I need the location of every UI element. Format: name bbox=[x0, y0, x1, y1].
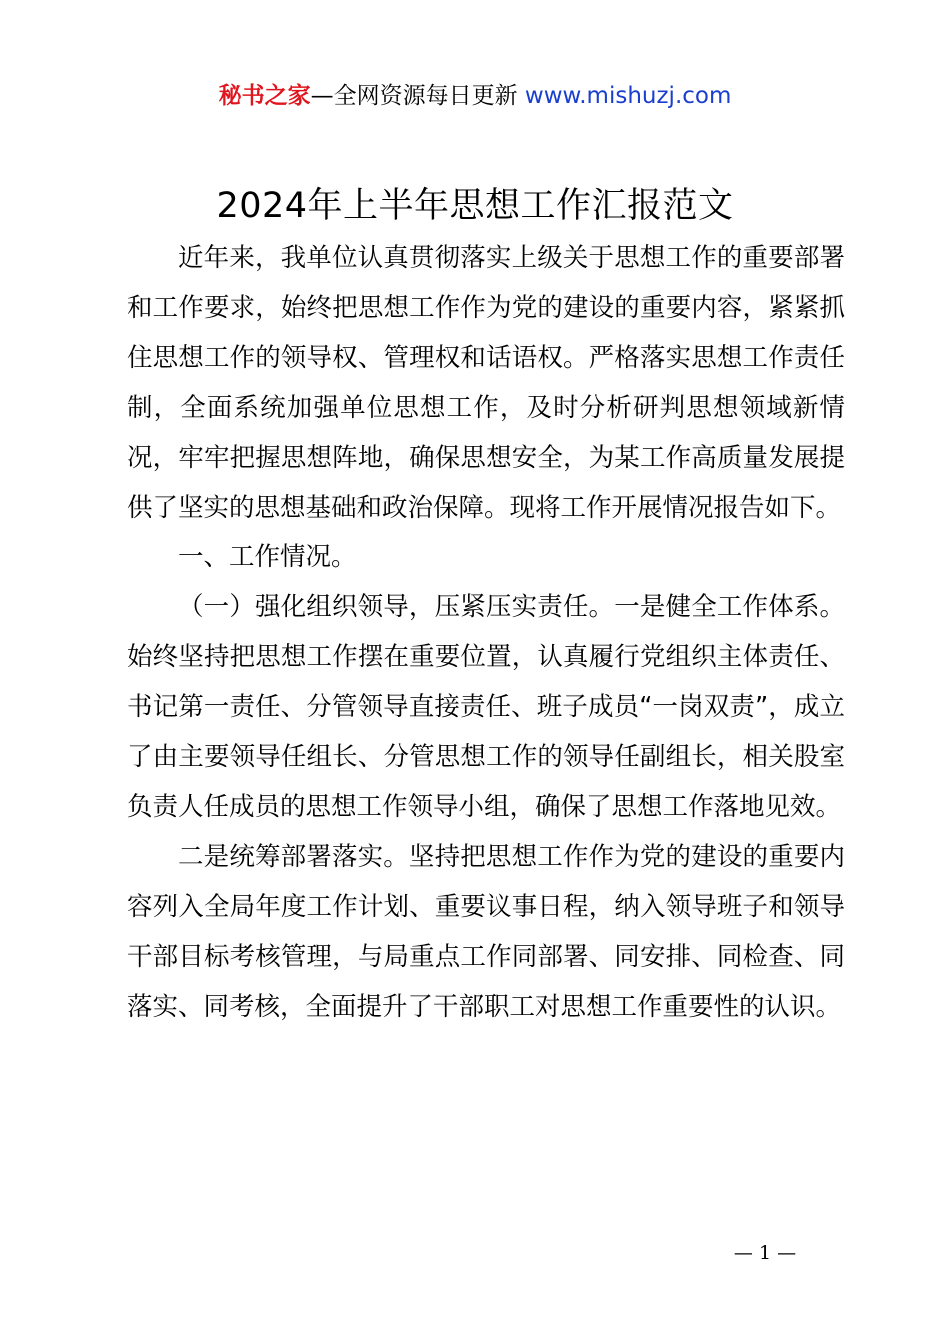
site-tagline: —全网资源每日更新 bbox=[310, 83, 525, 109]
body-paragraph: （一）强化组织领导，压紧压实责任。一是健全工作体系。始终坚持把思想工作摆在重要位置，认真履行党组织主体责任、书记第一责任、分管领导直接责任、班子成员“一岗双责”，成立了由主要领导任组长、分管思想工作的领导任副组长，相关股室负责人任成员的思想工作领导小组，确保了思想工作落地见效。 bbox=[127, 592, 845, 822]
section-heading: 一、工作情况。 bbox=[178, 542, 357, 573]
page-number: — 1 — bbox=[733, 1242, 797, 1264]
body-paragraph: 二是统筹部署落实。坚持把思想工作作为党的建设的重要内容列入全局年度工作计划、重要议事日程，纳入领导班子和领导干部目标考核管理，与局重点工作同部署、同安排、同检查、同落实、同考核，全面提升了干部职工对思想工作重要性的认识。 bbox=[127, 841, 845, 1022]
site-brand: 秘书之家 bbox=[218, 83, 311, 109]
document-body bbox=[127, 234, 845, 1033]
site-url-link[interactable]: www.mishuzj.com bbox=[524, 83, 732, 109]
site-header bbox=[0, 80, 950, 112]
intro-paragraph: 近年来，我单位认真贯彻落实上级关于思想工作的重要部署和工作要求，始终把思想工作作为党的建设的重要内容，紧紧抓住思想工作的领导权、管理权和话语权。严格落实思想工作责任制，全面系统加强单位思想工作，及时分析研判思想领域新情况，牢牢把握思想阵地，确保思想安全，为某工作高质量发展提供了坚实的思想基础和政治保障。现将工作开展情况报告如下。 bbox=[127, 243, 845, 523]
document-title: 2024年上半年思想工作汇报范文 bbox=[216, 186, 734, 226]
